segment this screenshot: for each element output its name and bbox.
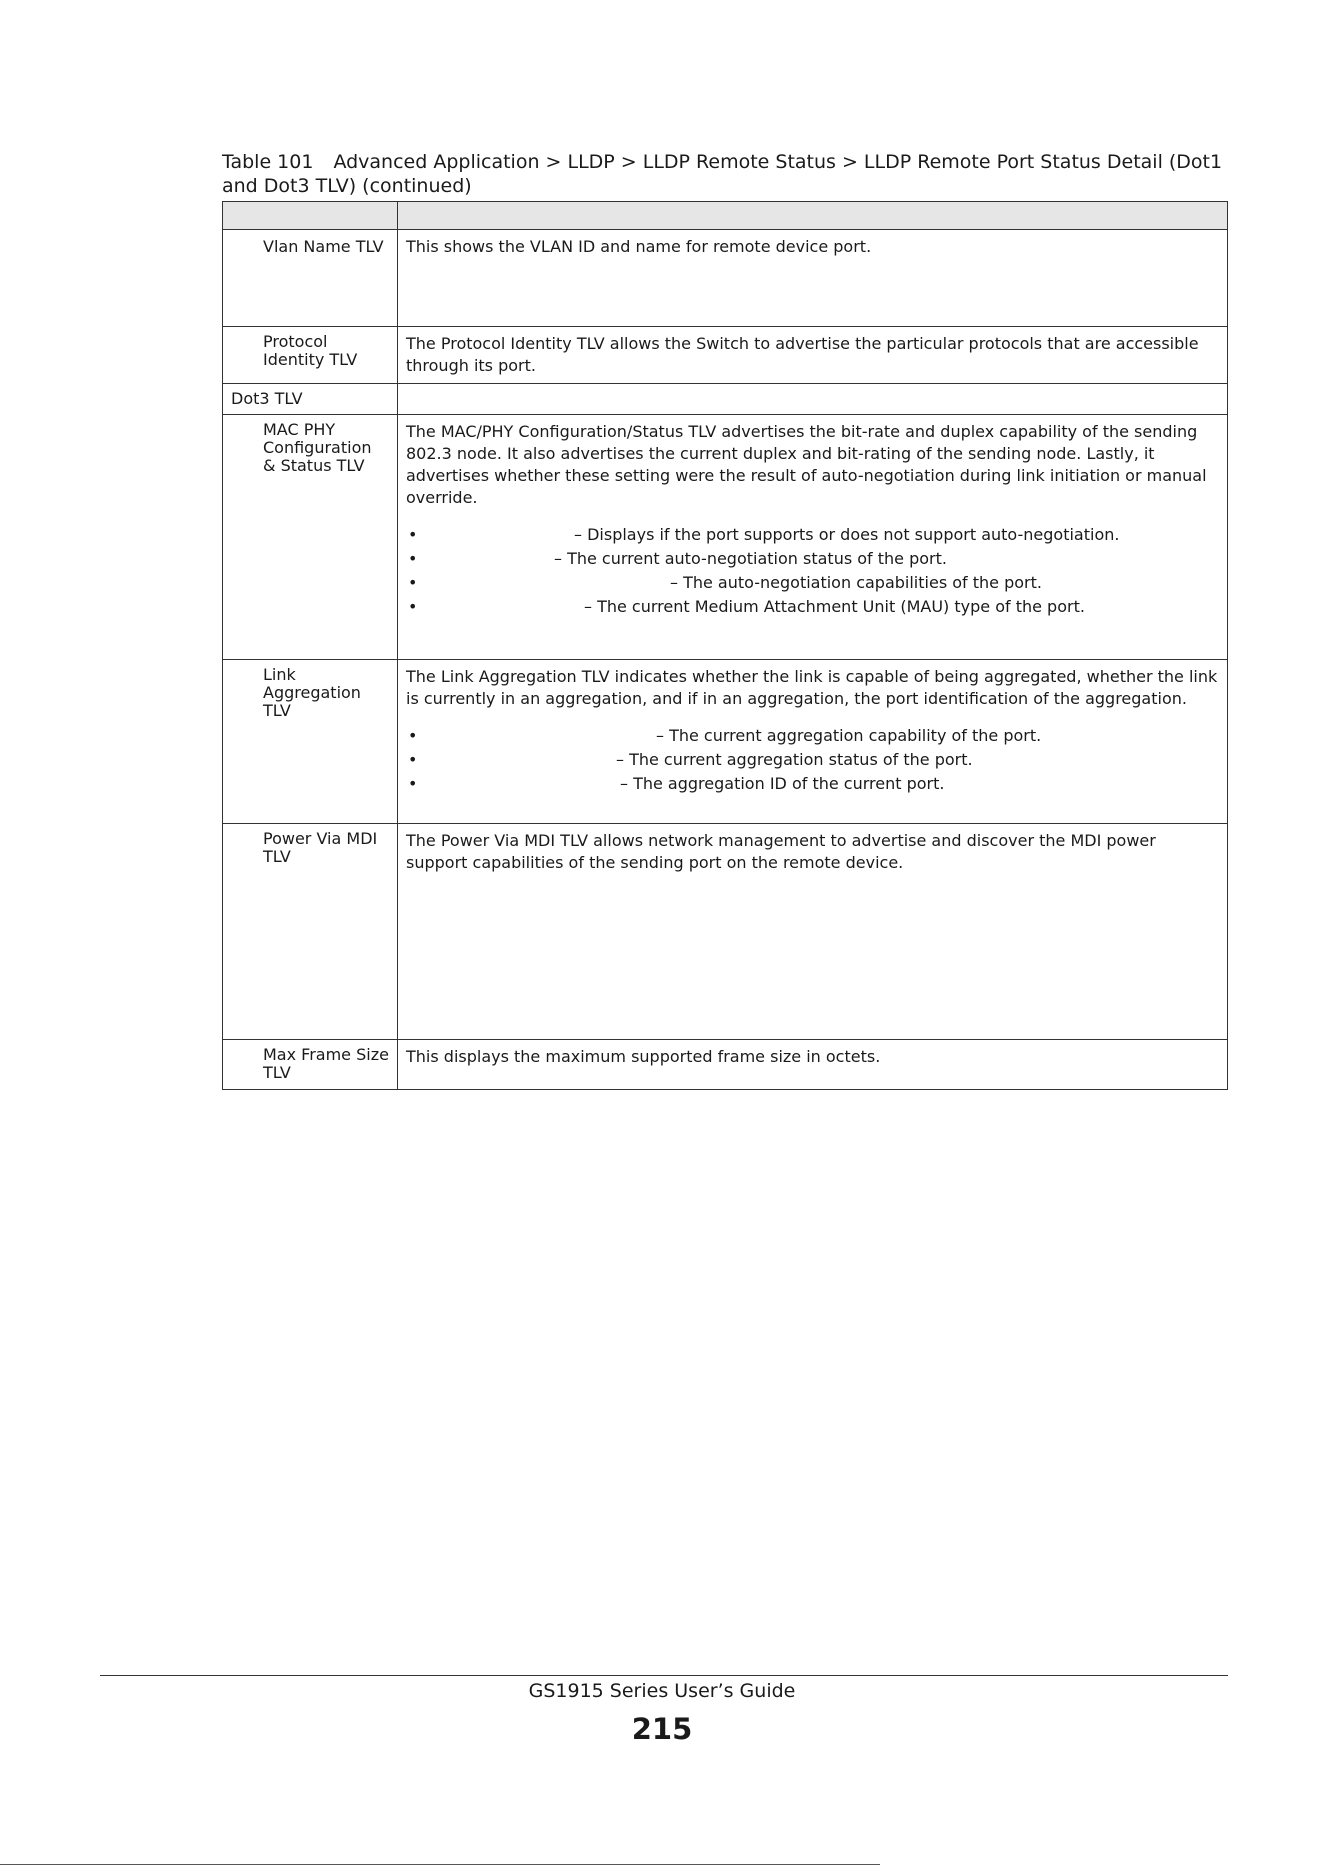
- link-aggregation-description: The Link Aggregation TLV indicates whether the link is capable of being aggregated, whether the link is currently in an aggregation, and if in an aggregation, the port identification of the aggregation.: [406, 667, 1218, 708]
- row-desc-max-frame-size: This displays the maximum supported frame size in octets.: [398, 1040, 1228, 1090]
- list-item: [406, 748, 1219, 772]
- bullet-icon: •: [408, 525, 418, 544]
- list-item: [406, 547, 1219, 571]
- bullet-icon: •: [408, 774, 418, 793]
- table-row: [223, 415, 1228, 660]
- link-aggregation-bullet-2: – The current aggregation status of the port.: [616, 750, 973, 769]
- header-cell-label: [223, 202, 398, 230]
- link-aggregation-bullet-1: – The current aggregation capability of the port.: [656, 726, 1042, 745]
- mac-phy-bullet-2: – The current auto-negotiation status of the port.: [554, 549, 947, 568]
- row-desc-mac-phy: [398, 415, 1228, 660]
- bullet-icon: •: [408, 726, 418, 745]
- row-label-vlan-name: Vlan Name TLV: [223, 230, 398, 327]
- bullet-icon: •: [408, 597, 418, 616]
- table-header-row: [223, 202, 1228, 230]
- row-desc-power-via-mdi: The Power Via MDI TLV allows network management to advertise and discover the MDI power support capabilities of the sending port on the remote device.: [398, 824, 1228, 1040]
- table-row: [223, 230, 1228, 327]
- header-cell-description: [398, 202, 1228, 230]
- mac-phy-bullet-1: – Displays if the port supports or does not support auto-negotiation.: [574, 525, 1120, 544]
- bullet-icon: •: [408, 549, 418, 568]
- bottom-divider: [0, 1864, 880, 1865]
- row-label-protocol-identity: Protocol Identity TLV: [223, 327, 398, 384]
- list-item: [406, 724, 1219, 748]
- row-label-link-aggregation: Link Aggregation TLV: [223, 660, 398, 824]
- row-label-max-frame-size: Max Frame Size TLV: [223, 1040, 398, 1090]
- link-aggregation-bullet-list: [406, 724, 1219, 796]
- row-desc-protocol-identity: The Protocol Identity TLV allows the Switch to advertise the particular protocols that are accessible through its port.: [398, 327, 1228, 384]
- table-row: [223, 327, 1228, 384]
- table-number: Table 101: [222, 151, 314, 173]
- row-label-mac-phy: MAC PHY Configuration & Status TLV: [223, 415, 398, 660]
- bullet-icon: •: [408, 750, 418, 769]
- row-desc-vlan-name: This shows the VLAN ID and name for remote device port.: [398, 230, 1228, 327]
- list-item: [406, 772, 1219, 796]
- table-row: [223, 660, 1228, 824]
- lldp-remote-port-table: [222, 201, 1228, 1090]
- table-caption: [222, 150, 1232, 198]
- link-aggregation-bullet-3: – The aggregation ID of the current port.: [620, 774, 945, 793]
- footer-guide-title: GS1915 Series User’s Guide: [528, 1680, 796, 1702]
- row-desc-link-aggregation: [398, 660, 1228, 824]
- table-row: [223, 1040, 1228, 1090]
- list-item: [406, 571, 1219, 595]
- mac-phy-bullet-4: – The current Medium Attachment Unit (MAU) type of the port.: [584, 597, 1085, 616]
- mac-phy-bullet-3: – The auto-negotiation capabilities of the port.: [670, 573, 1042, 592]
- page-number: 215: [631, 1712, 693, 1746]
- table-row: [223, 824, 1228, 1040]
- bullet-icon: •: [408, 573, 418, 592]
- list-item: [406, 523, 1219, 547]
- row-desc-dot3: [398, 384, 1228, 415]
- mac-phy-bullet-list: [406, 523, 1219, 619]
- list-item: [406, 595, 1219, 619]
- footer-divider: [100, 1675, 1228, 1676]
- table-row: [223, 384, 1228, 415]
- mac-phy-description: The MAC/PHY Configuration/Status TLV advertises the bit-rate and duplex capability of the sending 802.3 node. It also advertises the current duplex and bit-rating of the sending node. Lastly, it advertises whether these setting were the result of auto-negotiation during link initiation or manual override.: [406, 422, 1207, 507]
- row-label-power-via-mdi: Power Via MDI TLV: [223, 824, 398, 1040]
- row-label-dot3: Dot3 TLV: [223, 384, 398, 415]
- table-title: Advanced Application > LLDP > LLDP Remote Status > LLDP Remote Port Status Detail (Dot1 and Dot3 TLV) (continued): [222, 151, 1223, 197]
